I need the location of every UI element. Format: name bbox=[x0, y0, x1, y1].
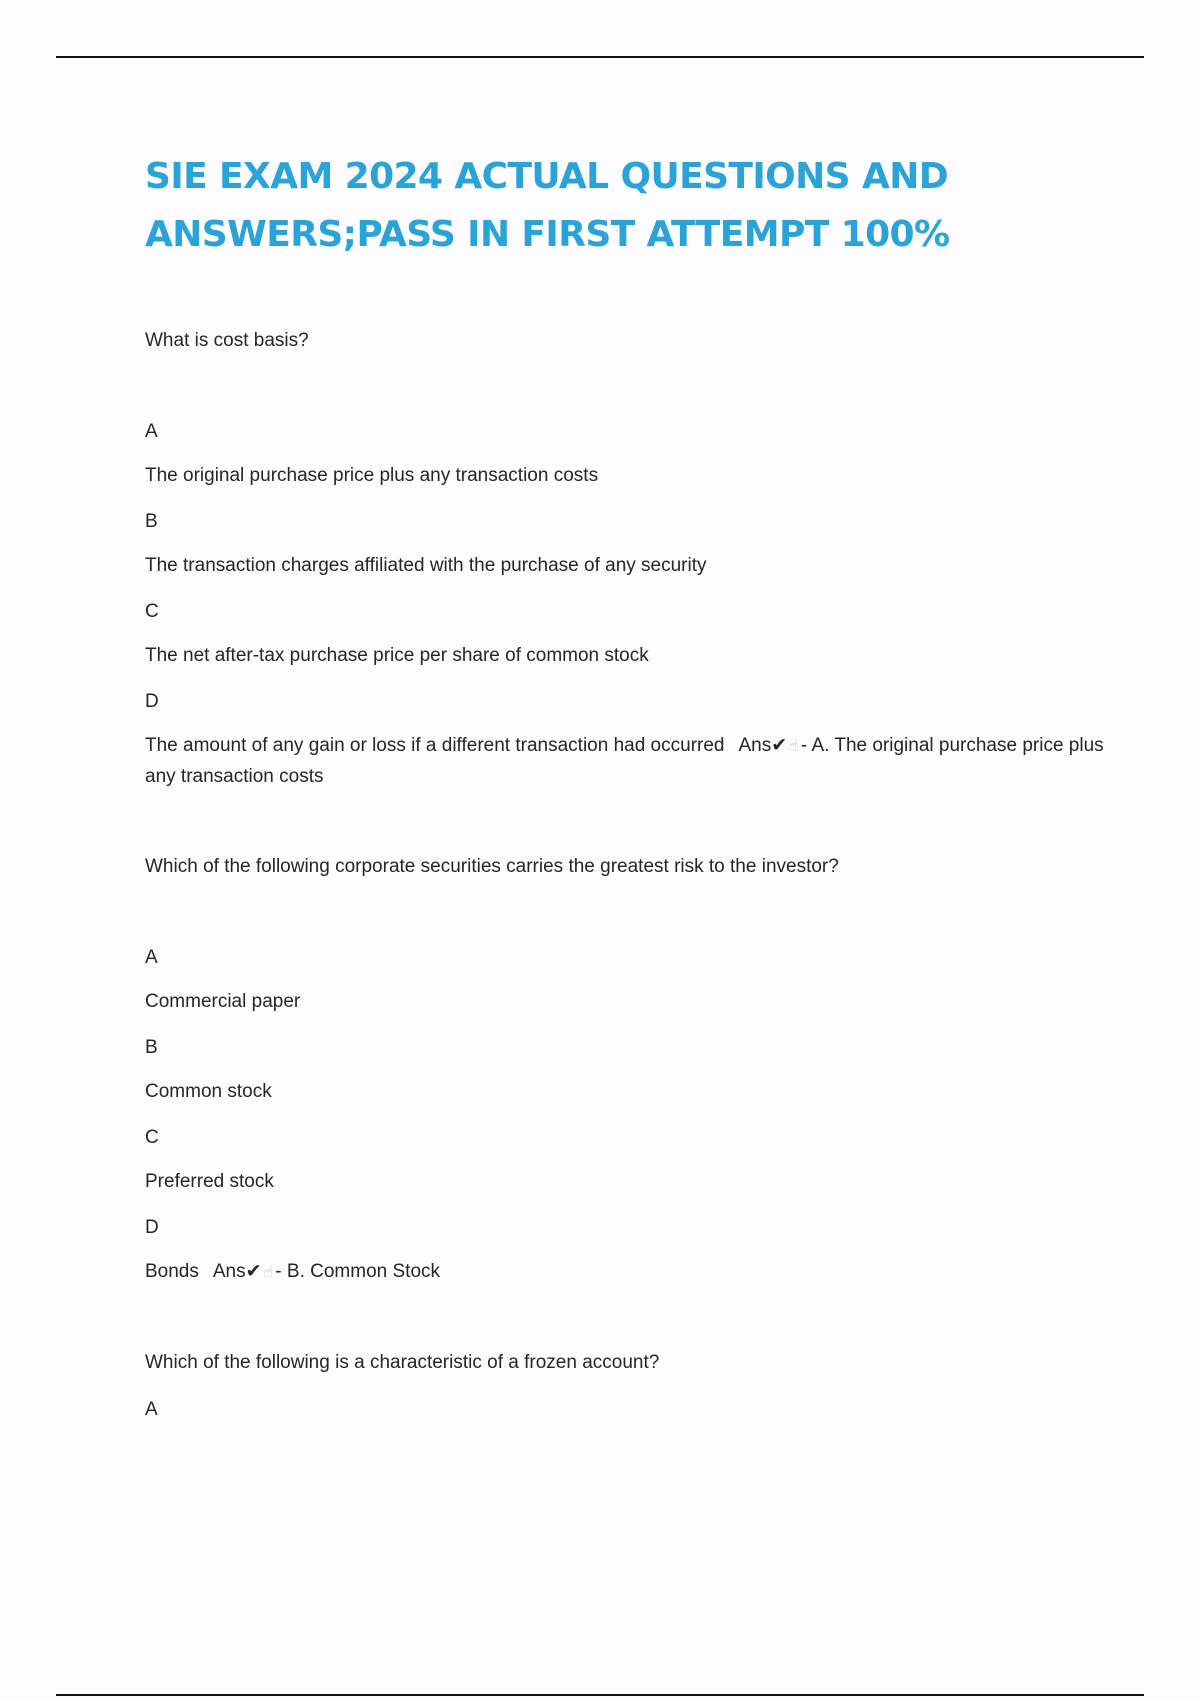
question-block-1 bbox=[145, 326, 1105, 792]
option-letter: B bbox=[145, 1037, 158, 1058]
document-body bbox=[145, 148, 1105, 1425]
footer-rule bbox=[56, 1694, 1144, 1696]
option-text: The amount of any gain or loss if a different transaction had occurred bbox=[145, 735, 725, 756]
option-text: Common stock bbox=[145, 1081, 272, 1102]
question-block-2 bbox=[145, 852, 1105, 1288]
option-text: Commercial paper bbox=[145, 991, 301, 1012]
answer-prefix: Ans✔ bbox=[738, 735, 788, 756]
option-letter: D bbox=[145, 1217, 159, 1238]
pointing-hand-icon: ☝ bbox=[263, 1264, 274, 1281]
header-rule bbox=[56, 56, 1144, 58]
option-text: The transaction charges affiliated with the purchase of any security bbox=[145, 555, 707, 576]
answer-text: - B. Common Stock bbox=[275, 1261, 441, 1282]
pointing-hand-icon: ☝ bbox=[789, 738, 799, 755]
option-text: Bonds bbox=[145, 1261, 199, 1282]
option-text: The original purchase price plus any transaction costs bbox=[145, 465, 599, 486]
option-text: Preferred stock bbox=[145, 1171, 274, 1192]
option-letter: C bbox=[145, 1127, 159, 1148]
option-letter: A bbox=[145, 947, 158, 968]
option-letter: C bbox=[145, 601, 159, 622]
option-letter: A bbox=[145, 421, 158, 442]
answer-prefix: Ans✔ bbox=[212, 1261, 262, 1282]
question-text: Which of the following corporate securities carries the greatest risk to the investor? bbox=[145, 856, 839, 877]
document-title: SIE EXAM 2024 ACTUAL QUESTIONS AND ANSWERS;PASS IN FIRST ATTEMPT 100% bbox=[145, 156, 950, 255]
question-text: Which of the following is a characteristic of a frozen account? bbox=[145, 1352, 660, 1373]
option-text-with-answer bbox=[145, 731, 1105, 792]
question-text: What is cost basis? bbox=[145, 330, 309, 351]
question-block-3 bbox=[145, 1348, 1105, 1425]
option-text-with-answer bbox=[145, 1257, 1105, 1288]
option-letter: B bbox=[145, 511, 158, 532]
option-letter: A bbox=[145, 1399, 158, 1420]
option-letter: D bbox=[145, 691, 159, 712]
option-text: The net after-tax purchase price per share of common stock bbox=[145, 645, 649, 666]
answer-text: - A. The original purchase price plus any transaction costs bbox=[145, 735, 1104, 787]
